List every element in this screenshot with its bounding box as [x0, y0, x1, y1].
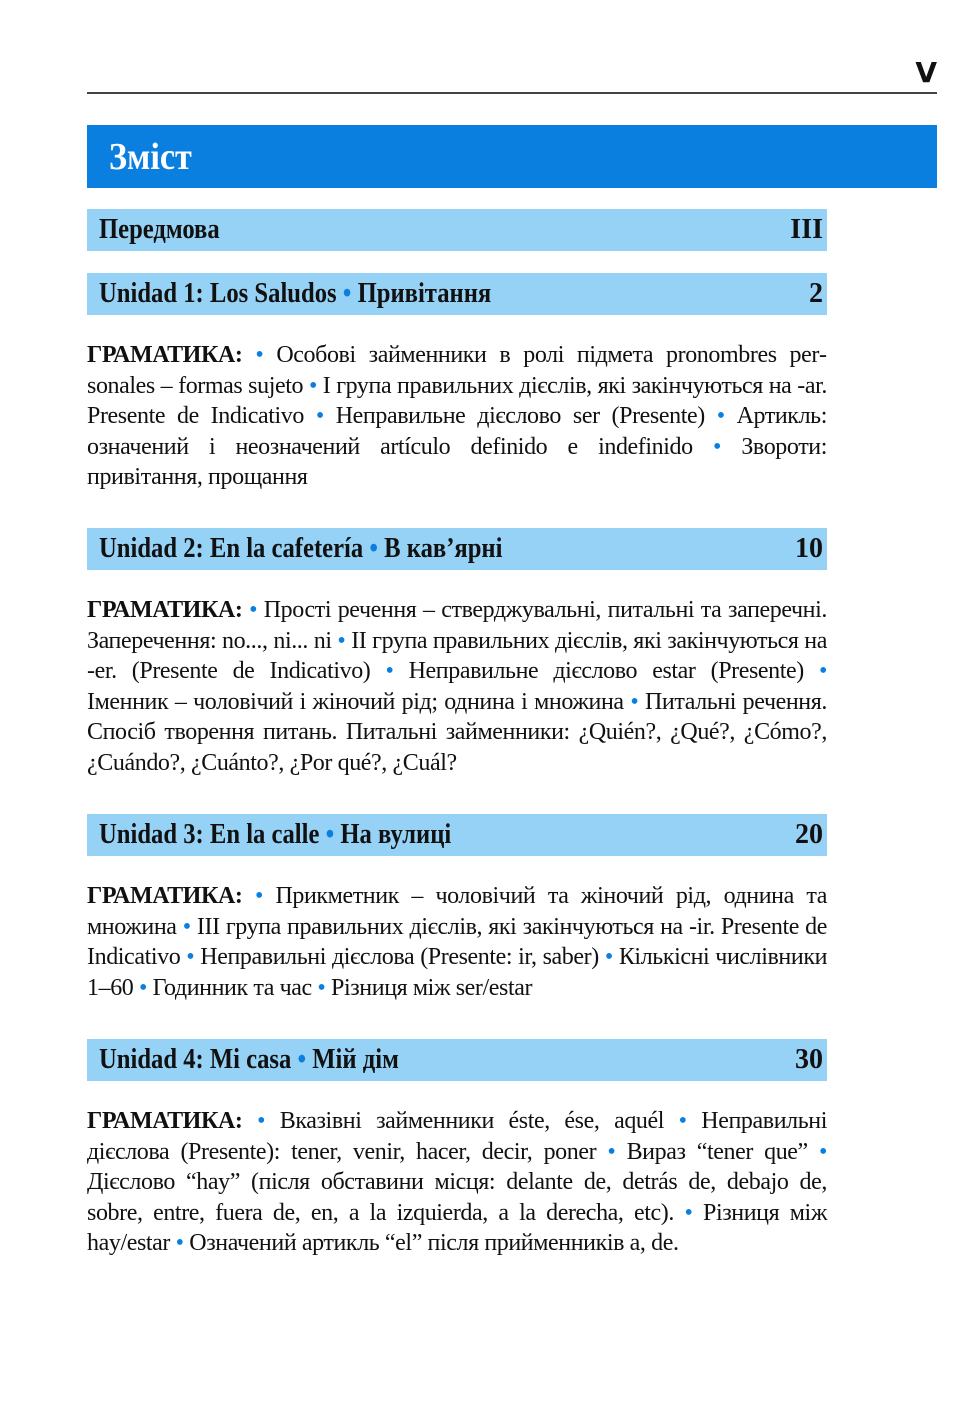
grammar-item: Кількісні числівники 1–60: [87, 944, 828, 1001]
grammar-item: Вказівні займенники éste, ése, aquél: [279, 1108, 665, 1134]
grammar-item: Вираз “tener que”: [626, 1138, 808, 1165]
unit-title-es: Unidad 3: En la calle: [99, 819, 320, 850]
bullet-icon: •: [186, 944, 195, 970]
unit-title-uk: На вулиці: [340, 819, 452, 850]
title-bar: [87, 125, 937, 188]
bullet-icon: •: [315, 403, 324, 429]
grammar-summary: [87, 595, 827, 778]
grammar-item: Годинник та час: [152, 974, 312, 1001]
grammar-item: Прості речення – стверджувальні, питальні та заперечні. Заперечення: no..., ni... ni: [87, 597, 827, 654]
entry-label: [99, 533, 502, 565]
toc-entry-unit-2[interactable]: [87, 528, 827, 570]
page-title: Зміст: [109, 136, 192, 178]
entry-label: [99, 819, 451, 851]
toc-entry-unit-4[interactable]: [87, 1039, 827, 1081]
grammar-item: III група правильних дієслів, які закінчуються на -ir. Presente de Indicativo: [87, 913, 827, 970]
toc-entry-unit-3[interactable]: [87, 814, 827, 856]
bullet-icon: •: [297, 1044, 307, 1075]
unit-title-es: Unidad 4: Mi casa: [99, 1044, 292, 1075]
bullet-icon: •: [678, 1108, 687, 1134]
grammar-label: ГРАМАТИКА:: [87, 342, 243, 368]
grammar-item: Різниця між ser/estar: [331, 974, 533, 1001]
header-rule: [87, 92, 937, 94]
bullet-icon: •: [607, 1138, 616, 1165]
grammar-item: Означений артикль “el” після прийменників a, de.: [189, 1230, 679, 1256]
toc-entry-unit-1[interactable]: [87, 273, 827, 315]
bullet-icon: •: [385, 658, 394, 684]
grammar-item: Різниця між hay/estar: [87, 1199, 827, 1256]
grammar-item: Неправильні дієслова (Presente): tener, venir, hacer, decir, poner: [87, 1108, 827, 1165]
bullet-icon: •: [182, 913, 191, 940]
grammar-label: ГРАМАТИКА:: [87, 597, 243, 623]
bullet-icon: •: [257, 1108, 266, 1134]
unit-title-uk: Привітання: [357, 278, 492, 309]
entry-label: [99, 1044, 399, 1076]
entry-page: III: [790, 214, 823, 245]
bullet-icon: •: [818, 1138, 827, 1165]
bullet-icon: •: [342, 278, 352, 309]
entry-page: 20: [795, 819, 823, 850]
unit-title-uk: Мій дім: [312, 1044, 399, 1075]
bullet-icon: •: [716, 403, 725, 429]
bullet-icon: •: [249, 597, 258, 623]
entry-page: 2: [809, 278, 823, 309]
bullet-icon: •: [684, 1199, 693, 1226]
unit-title-es: Unidad 2: En la cafetería: [99, 533, 364, 564]
bullet-icon: •: [604, 944, 613, 970]
unit-title-uk: В кав’ярні: [384, 533, 503, 564]
grammar-summary: [87, 881, 827, 1003]
grammar-item: Неправильні дієслова (Presente: ir, saber): [200, 944, 599, 970]
bullet-icon: •: [139, 974, 148, 1001]
grammar-item: Питальні речення. Спосіб творення питань. Питальні займенники: ¿Quién?, ¿Qué?, ¿Cómo?, ¿Cuándo?, ¿Cuánto?, ¿Por qué?, ¿Cuál?: [87, 688, 827, 776]
bullet-icon: •: [317, 974, 326, 1001]
entry-label: Передмова: [99, 214, 220, 245]
bullet-icon: •: [819, 658, 828, 684]
entry-label: [99, 278, 491, 310]
grammar-item: Особові займенники в ролі підмета pronombres personales – formas sujeto: [87, 342, 827, 399]
grammar-item: Неправильне дієслово estar (Presente): [408, 658, 804, 684]
bullet-icon: •: [308, 372, 317, 399]
bullet-icon: •: [369, 533, 378, 564]
grammar-item: Дієслово “hay” (після обставини місця: delante de, detrás de, debajo de, sobre, entre, fuera de, en, a la izquierda, a la derecha, etc).: [87, 1169, 827, 1226]
toc-entry-preface[interactable]: [87, 209, 827, 251]
grammar-label: ГРАМАТИКА:: [87, 883, 243, 909]
grammar-item: Звороти: привітання, прощання: [87, 433, 827, 490]
bullet-icon: •: [255, 342, 264, 368]
grammar-item: I група правильних дієслів, які закінчуються на -ar. Presente de Indicativo: [87, 372, 827, 429]
entry-page: 30: [795, 1044, 823, 1075]
grammar-summary: [87, 340, 827, 493]
grammar-item: Артикль: означений і неозначений artículo definido e indefinido: [87, 403, 827, 460]
bullet-icon: •: [337, 627, 346, 654]
grammar-summary: [87, 1106, 827, 1259]
unit-title-es: Unidad 1: Los Saludos: [99, 278, 337, 309]
bullet-icon: •: [175, 1230, 184, 1256]
bullet-icon: •: [254, 883, 263, 909]
page-number: V: [915, 56, 937, 89]
bullet-icon: •: [325, 819, 335, 850]
bullet-icon: •: [630, 688, 639, 715]
grammar-item: Прикметник – чоловічий та жіночий рід, однина та множина: [87, 883, 827, 940]
bullet-icon: •: [713, 433, 722, 460]
grammar-label: ГРАМАТИКА:: [87, 1108, 243, 1134]
grammar-item: Іменник – чоловічий і жіночий рід; однина і множина: [87, 688, 624, 715]
grammar-item: II група правильних дієслів, які закінчуються на -er. (Presente de Indicativo): [87, 627, 827, 684]
grammar-item: Неправильне дієслово ser (Presente): [335, 403, 705, 429]
entry-page: 10: [795, 533, 823, 564]
